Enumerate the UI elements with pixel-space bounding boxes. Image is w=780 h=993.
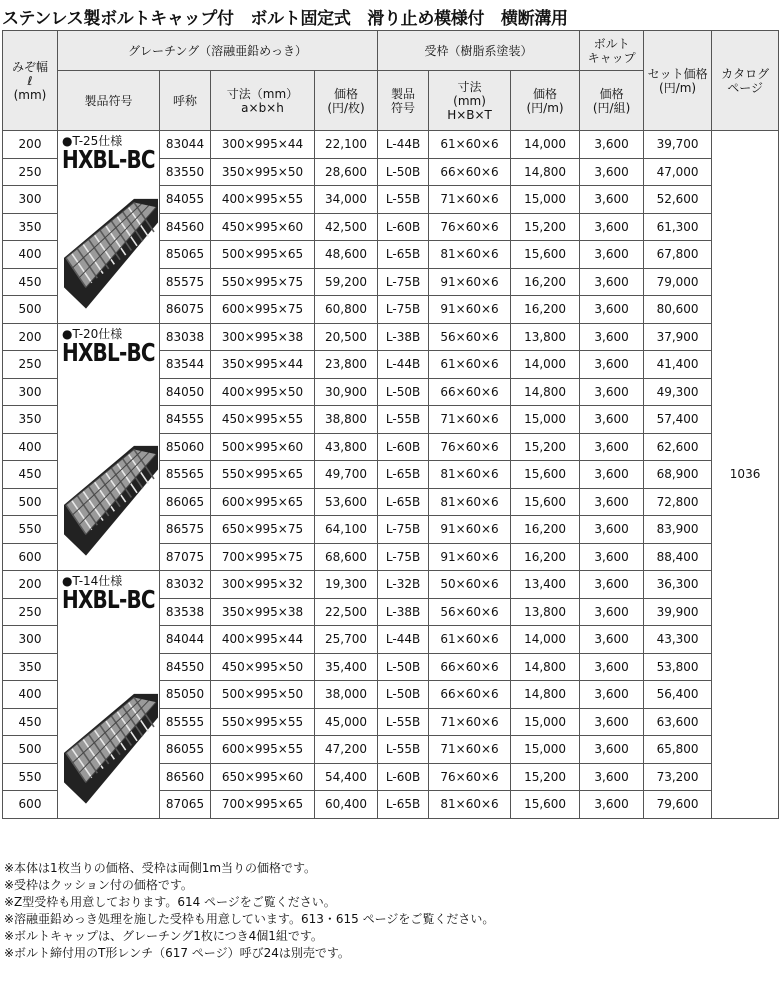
cell-set-price: 56,400 xyxy=(644,681,712,709)
header-set-price: セット価格 (円/m) xyxy=(644,31,712,131)
cell-kosho: 87075 xyxy=(160,543,211,571)
cell-cap-kakaku: 3,600 xyxy=(580,268,644,296)
cell-uke-fugo: L-44B xyxy=(378,351,429,379)
notes xyxy=(4,860,774,962)
cell-uke-kakaku: 16,200 xyxy=(511,516,580,544)
header-seihin-fugo-uke: 製品 符号 xyxy=(378,71,429,131)
cell-mizohaba: 300 xyxy=(3,378,58,406)
cell-kosho: 84550 xyxy=(160,653,211,681)
grating-image xyxy=(64,688,158,806)
cell-uke-sunpo: 61×60×6 xyxy=(429,626,511,654)
cell-set-price: 73,200 xyxy=(644,763,712,791)
cell-sunpo: 400×995×55 xyxy=(211,186,315,214)
grating-image xyxy=(64,440,158,558)
cell-kakaku: 64,100 xyxy=(315,516,378,544)
cell-mizohaba: 200 xyxy=(3,131,58,159)
cell-mizohaba: 350 xyxy=(3,213,58,241)
header-bolt-cap: ボルト キャップ xyxy=(580,31,644,71)
cell-uke-sunpo: 71×60×6 xyxy=(429,708,511,736)
cell-mizohaba: 500 xyxy=(3,736,58,764)
cell-uke-sunpo: 81×60×6 xyxy=(429,241,511,269)
cell-uke-sunpo: 81×60×6 xyxy=(429,488,511,516)
cell-uke-sunpo: 91×60×6 xyxy=(429,516,511,544)
note-line: ※受枠はクッション付の価格です。 xyxy=(4,878,193,892)
cell-set-price: 62,600 xyxy=(644,433,712,461)
cell-kosho: 83032 xyxy=(160,571,211,599)
cell-kosho: 87065 xyxy=(160,791,211,819)
cell-uke-kakaku: 14,800 xyxy=(511,378,580,406)
cell-uke-fugo: L-55B xyxy=(378,186,429,214)
header-sunpo-grating: 寸法（mm） a×b×h xyxy=(211,71,315,131)
cell-sunpo: 500×995×50 xyxy=(211,681,315,709)
grating-image xyxy=(64,193,158,311)
cell-set-price: 36,300 xyxy=(644,571,712,599)
cell-mizohaba: 450 xyxy=(3,461,58,489)
cell-kosho: 84560 xyxy=(160,213,211,241)
cell-mizohaba: 300 xyxy=(3,186,58,214)
cell-kakaku: 22,500 xyxy=(315,598,378,626)
cell-sunpo: 400×995×44 xyxy=(211,626,315,654)
cell-uke-fugo: L-65B xyxy=(378,461,429,489)
cell-uke-fugo: L-60B xyxy=(378,763,429,791)
cell-kakaku: 25,700 xyxy=(315,626,378,654)
note-line: ※ボルト締付用のT形レンチ（617 ページ）呼び24は別売です。 xyxy=(4,946,350,960)
cell-uke-kakaku: 15,000 xyxy=(511,708,580,736)
cell-kakaku: 42,500 xyxy=(315,213,378,241)
cell-uke-kakaku: 15,000 xyxy=(511,406,580,434)
cell-cap-kakaku: 3,600 xyxy=(580,323,644,351)
cell-set-price: 80,600 xyxy=(644,296,712,324)
cell-cap-kakaku: 3,600 xyxy=(580,351,644,379)
note-line: ※Z型受枠も用意しております。614 ページをご覧ください。 xyxy=(4,895,336,909)
cell-set-price: 47,000 xyxy=(644,158,712,186)
cell-mizohaba: 350 xyxy=(3,653,58,681)
cell-cap-kakaku: 3,600 xyxy=(580,296,644,324)
cell-set-price: 52,600 xyxy=(644,186,712,214)
cell-uke-fugo: L-75B xyxy=(378,268,429,296)
spec-label: ●T-14仕様 xyxy=(62,574,123,588)
cell-uke-kakaku: 14,800 xyxy=(511,158,580,186)
header-kosho: 呼称 xyxy=(160,71,211,131)
cell-mizohaba: 400 xyxy=(3,681,58,709)
cell-uke-fugo: L-38B xyxy=(378,323,429,351)
cell-uke-kakaku: 16,200 xyxy=(511,296,580,324)
cell-sunpo: 350×995×50 xyxy=(211,158,315,186)
cell-uke-fugo: L-50B xyxy=(378,653,429,681)
cell-cap-kakaku: 3,600 xyxy=(580,213,644,241)
note-line: ※ボルトキャップは、グレーチング1枚につき4個1組です。 xyxy=(4,929,323,943)
cell-cap-kakaku: 3,600 xyxy=(580,131,644,159)
product-cell xyxy=(58,131,160,324)
cell-kosho: 86560 xyxy=(160,763,211,791)
cell-uke-kakaku: 13,400 xyxy=(511,571,580,599)
cell-set-price: 79,600 xyxy=(644,791,712,819)
cell-uke-kakaku: 15,000 xyxy=(511,736,580,764)
cell-cap-kakaku: 3,600 xyxy=(580,708,644,736)
cell-kakaku: 68,600 xyxy=(315,543,378,571)
header-kakaku-cap: 価格 (円/組) xyxy=(580,71,644,131)
cell-kosho: 83544 xyxy=(160,351,211,379)
cell-cap-kakaku: 3,600 xyxy=(580,571,644,599)
cell-cap-kakaku: 3,600 xyxy=(580,378,644,406)
model-code: HXBL-BC xyxy=(62,585,155,614)
cell-uke-sunpo: 91×60×6 xyxy=(429,296,511,324)
cell-uke-sunpo: 66×60×6 xyxy=(429,681,511,709)
cell-kakaku: 23,800 xyxy=(315,351,378,379)
cell-cap-kakaku: 3,600 xyxy=(580,241,644,269)
cell-cap-kakaku: 3,600 xyxy=(580,516,644,544)
cell-mizohaba: 350 xyxy=(3,406,58,434)
cell-mizohaba: 600 xyxy=(3,791,58,819)
cell-set-price: 63,600 xyxy=(644,708,712,736)
cell-cap-kakaku: 3,600 xyxy=(580,433,644,461)
cell-uke-fugo: L-55B xyxy=(378,708,429,736)
cell-cap-kakaku: 3,600 xyxy=(580,681,644,709)
cell-uke-fugo: L-44B xyxy=(378,131,429,159)
cell-kosho: 85575 xyxy=(160,268,211,296)
cell-set-price: 41,400 xyxy=(644,351,712,379)
cell-kosho: 84555 xyxy=(160,406,211,434)
cell-cap-kakaku: 3,600 xyxy=(580,406,644,434)
cell-set-price: 49,300 xyxy=(644,378,712,406)
header-grating: グレーチング（溶融亜鉛めっき） xyxy=(58,31,378,71)
cell-sunpo: 700×995×75 xyxy=(211,543,315,571)
header-uke: 受枠（樹脂系塗装） xyxy=(378,31,580,71)
cell-uke-sunpo: 71×60×6 xyxy=(429,736,511,764)
cell-mizohaba: 250 xyxy=(3,158,58,186)
cell-set-price: 37,900 xyxy=(644,323,712,351)
cell-uke-fugo: L-75B xyxy=(378,296,429,324)
cell-kosho: 86075 xyxy=(160,296,211,324)
cell-uke-fugo: L-38B xyxy=(378,598,429,626)
cell-mizohaba: 500 xyxy=(3,296,58,324)
model-code: HXBL-BC xyxy=(62,337,155,367)
cell-set-price: 43,300 xyxy=(644,626,712,654)
cell-uke-kakaku: 15,600 xyxy=(511,791,580,819)
cell-kosho: 84055 xyxy=(160,186,211,214)
cell-uke-sunpo: 76×60×6 xyxy=(429,433,511,461)
cell-kakaku: 19,300 xyxy=(315,571,378,599)
cell-kakaku: 48,600 xyxy=(315,241,378,269)
cell-kakaku: 53,600 xyxy=(315,488,378,516)
cell-mizohaba: 450 xyxy=(3,708,58,736)
cell-uke-sunpo: 56×60×6 xyxy=(429,598,511,626)
cell-uke-sunpo: 61×60×6 xyxy=(429,131,511,159)
cell-set-price: 53,800 xyxy=(644,653,712,681)
cell-uke-sunpo: 71×60×6 xyxy=(429,186,511,214)
price-table-body xyxy=(3,131,779,819)
cell-kosho: 83038 xyxy=(160,323,211,351)
cell-sunpo: 600×995×75 xyxy=(211,296,315,324)
cell-mizohaba: 500 xyxy=(3,488,58,516)
cell-cap-kakaku: 3,600 xyxy=(580,158,644,186)
cell-kosho: 85050 xyxy=(160,681,211,709)
cell-set-price: 79,000 xyxy=(644,268,712,296)
cell-set-price: 39,900 xyxy=(644,598,712,626)
cell-kosho: 85555 xyxy=(160,708,211,736)
cell-sunpo: 500×995×65 xyxy=(211,241,315,269)
cell-kosho: 86575 xyxy=(160,516,211,544)
header-seihin-fugo: 製品符号 xyxy=(58,71,160,131)
cell-sunpo: 700×995×65 xyxy=(211,791,315,819)
cell-set-price: 67,800 xyxy=(644,241,712,269)
header-mizohaba: みぞ幅 ℓ (mm) xyxy=(3,31,58,131)
model-code: HXBL-BC xyxy=(62,145,155,174)
cell-kosho: 85565 xyxy=(160,461,211,489)
cell-uke-fugo: L-50B xyxy=(378,158,429,186)
cell-cap-kakaku: 3,600 xyxy=(580,791,644,819)
cell-uke-fugo: L-65B xyxy=(378,791,429,819)
cell-sunpo: 300×995×32 xyxy=(211,571,315,599)
cell-kakaku: 28,600 xyxy=(315,158,378,186)
cell-cap-kakaku: 3,600 xyxy=(580,598,644,626)
note-line: ※溶融亜鉛めっき処理を施した受枠も用意しています。613・615 ページをご覧ください。 xyxy=(4,912,495,926)
cell-uke-sunpo: 71×60×6 xyxy=(429,406,511,434)
cell-uke-fugo: L-50B xyxy=(378,681,429,709)
header-kakaku-grating: 価格 (円/枚) xyxy=(315,71,378,131)
cell-sunpo: 450×995×55 xyxy=(211,406,315,434)
cell-uke-sunpo: 61×60×6 xyxy=(429,351,511,379)
cell-mizohaba: 600 xyxy=(3,543,58,571)
cell-uke-sunpo: 91×60×6 xyxy=(429,543,511,571)
cell-uke-fugo: L-65B xyxy=(378,241,429,269)
cell-sunpo: 650×995×75 xyxy=(211,516,315,544)
cell-uke-kakaku: 14,800 xyxy=(511,653,580,681)
cell-kakaku: 59,200 xyxy=(315,268,378,296)
cell-uke-kakaku: 15,600 xyxy=(511,241,580,269)
cell-uke-kakaku: 14,000 xyxy=(511,626,580,654)
cell-mizohaba: 400 xyxy=(3,241,58,269)
cell-mizohaba: 550 xyxy=(3,516,58,544)
cell-uke-fugo: L-75B xyxy=(378,543,429,571)
cell-cap-kakaku: 3,600 xyxy=(580,736,644,764)
cell-sunpo: 450×995×50 xyxy=(211,653,315,681)
cell-uke-fugo: L-65B xyxy=(378,488,429,516)
cell-uke-sunpo: 76×60×6 xyxy=(429,213,511,241)
cell-kakaku: 20,500 xyxy=(315,323,378,351)
cell-set-price: 57,400 xyxy=(644,406,712,434)
table-row xyxy=(3,571,779,599)
page-title: ステンレス製ボルトキャップ付 ボルト固定式 滑り止め模様付 横断溝用 xyxy=(2,9,568,29)
cell-uke-kakaku: 13,800 xyxy=(511,598,580,626)
cell-uke-kakaku: 14,800 xyxy=(511,681,580,709)
cell-uke-fugo: L-50B xyxy=(378,378,429,406)
cell-uke-fugo: L-44B xyxy=(378,626,429,654)
cell-uke-sunpo: 56×60×6 xyxy=(429,323,511,351)
cell-kakaku: 38,000 xyxy=(315,681,378,709)
cell-kosho: 85060 xyxy=(160,433,211,461)
cell-cap-kakaku: 3,600 xyxy=(580,488,644,516)
cell-sunpo: 550×995×75 xyxy=(211,268,315,296)
price-table xyxy=(2,30,779,819)
cell-cap-kakaku: 3,600 xyxy=(580,461,644,489)
cell-uke-kakaku: 14,000 xyxy=(511,351,580,379)
cell-uke-sunpo: 76×60×6 xyxy=(429,763,511,791)
cell-sunpo: 350×995×44 xyxy=(211,351,315,379)
catalog-page: 1036 xyxy=(712,131,779,819)
cell-set-price: 39,700 xyxy=(644,131,712,159)
cell-kosho: 85065 xyxy=(160,241,211,269)
cell-kakaku: 60,800 xyxy=(315,296,378,324)
header-kakaku-uke: 価格 (円/m) xyxy=(511,71,580,131)
cell-mizohaba: 300 xyxy=(3,626,58,654)
cell-kakaku: 47,200 xyxy=(315,736,378,764)
spec-label: ●T-20仕様 xyxy=(62,326,123,341)
cell-mizohaba: 400 xyxy=(3,433,58,461)
cell-set-price: 61,300 xyxy=(644,213,712,241)
cell-kakaku: 49,700 xyxy=(315,461,378,489)
cell-kakaku: 38,800 xyxy=(315,406,378,434)
cell-kosho: 83538 xyxy=(160,598,211,626)
header-sunpo-uke: 寸法 (mm) H×B×T xyxy=(429,71,511,131)
cell-mizohaba: 200 xyxy=(3,323,58,351)
cell-sunpo: 350×995×38 xyxy=(211,598,315,626)
cell-uke-kakaku: 15,600 xyxy=(511,488,580,516)
header-catalog: カタログ ページ xyxy=(712,31,779,131)
cell-kosho: 83044 xyxy=(160,131,211,159)
cell-kakaku: 54,400 xyxy=(315,763,378,791)
cell-sunpo: 650×995×60 xyxy=(211,763,315,791)
cell-uke-fugo: L-32B xyxy=(378,571,429,599)
cell-mizohaba: 450 xyxy=(3,268,58,296)
cell-sunpo: 450×995×60 xyxy=(211,213,315,241)
table-row xyxy=(3,323,779,351)
cell-uke-sunpo: 81×60×6 xyxy=(429,791,511,819)
cell-uke-kakaku: 13,800 xyxy=(511,323,580,351)
cell-cap-kakaku: 3,600 xyxy=(580,186,644,214)
cell-sunpo: 600×995×65 xyxy=(211,488,315,516)
cell-uke-kakaku: 15,600 xyxy=(511,461,580,489)
cell-sunpo: 550×995×65 xyxy=(211,461,315,489)
cell-kosho: 84050 xyxy=(160,378,211,406)
cell-kakaku: 43,800 xyxy=(315,433,378,461)
table-row xyxy=(3,131,779,159)
cell-cap-kakaku: 3,600 xyxy=(580,543,644,571)
product-cell xyxy=(58,323,160,571)
cell-uke-fugo: L-55B xyxy=(378,406,429,434)
cell-set-price: 83,900 xyxy=(644,516,712,544)
cell-uke-sunpo: 66×60×6 xyxy=(429,378,511,406)
cell-uke-sunpo: 66×60×6 xyxy=(429,158,511,186)
cell-uke-kakaku: 14,000 xyxy=(511,131,580,159)
cell-sunpo: 600×995×55 xyxy=(211,736,315,764)
cell-kakaku: 45,000 xyxy=(315,708,378,736)
cell-uke-kakaku: 16,200 xyxy=(511,543,580,571)
cell-sunpo: 500×995×60 xyxy=(211,433,315,461)
cell-uke-kakaku: 15,200 xyxy=(511,213,580,241)
cell-set-price: 88,400 xyxy=(644,543,712,571)
cell-uke-sunpo: 66×60×6 xyxy=(429,653,511,681)
cell-mizohaba: 550 xyxy=(3,763,58,791)
cell-uke-fugo: L-60B xyxy=(378,213,429,241)
cell-uke-fugo: L-55B xyxy=(378,736,429,764)
cell-cap-kakaku: 3,600 xyxy=(580,653,644,681)
cell-kakaku: 22,100 xyxy=(315,131,378,159)
cell-uke-sunpo: 81×60×6 xyxy=(429,461,511,489)
cell-uke-kakaku: 16,200 xyxy=(511,268,580,296)
cell-uke-kakaku: 15,000 xyxy=(511,186,580,214)
cell-mizohaba: 200 xyxy=(3,571,58,599)
cell-kosho: 84044 xyxy=(160,626,211,654)
cell-uke-sunpo: 91×60×6 xyxy=(429,268,511,296)
cell-uke-fugo: L-75B xyxy=(378,516,429,544)
cell-kakaku: 30,900 xyxy=(315,378,378,406)
cell-sunpo: 400×995×50 xyxy=(211,378,315,406)
spec-label: ●T-25仕様 xyxy=(62,134,123,148)
cell-kosho: 86055 xyxy=(160,736,211,764)
note-line: ※本体は1枚当りの価格、受枠は両側1m当りの価格です。 xyxy=(4,861,317,875)
cell-mizohaba: 250 xyxy=(3,351,58,379)
cell-mizohaba: 250 xyxy=(3,598,58,626)
cell-sunpo: 300×995×38 xyxy=(211,323,315,351)
cell-kosho: 86065 xyxy=(160,488,211,516)
cell-sunpo: 300×995×44 xyxy=(211,131,315,159)
cell-uke-kakaku: 15,200 xyxy=(511,433,580,461)
cell-cap-kakaku: 3,600 xyxy=(580,626,644,654)
cell-uke-sunpo: 50×60×6 xyxy=(429,571,511,599)
cell-uke-kakaku: 15,200 xyxy=(511,763,580,791)
cell-kakaku: 60,400 xyxy=(315,791,378,819)
cell-uke-fugo: L-60B xyxy=(378,433,429,461)
cell-set-price: 72,800 xyxy=(644,488,712,516)
product-cell xyxy=(58,571,160,819)
cell-kosho: 83550 xyxy=(160,158,211,186)
cell-kakaku: 34,000 xyxy=(315,186,378,214)
cell-cap-kakaku: 3,600 xyxy=(580,763,644,791)
cell-kakaku: 35,400 xyxy=(315,653,378,681)
cell-sunpo: 550×995×55 xyxy=(211,708,315,736)
cell-set-price: 65,800 xyxy=(644,736,712,764)
cell-set-price: 68,900 xyxy=(644,461,712,489)
